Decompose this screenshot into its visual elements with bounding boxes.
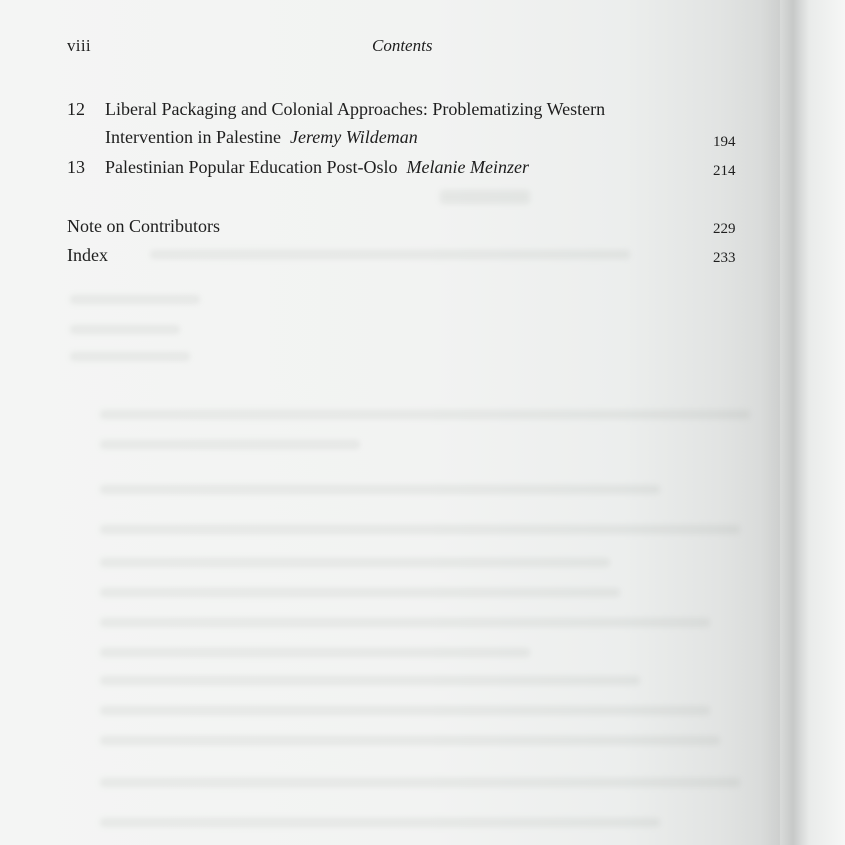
chapter-page-number: 194 [713,134,736,150]
chapter-number: 12 [67,99,85,119]
show-through-text [100,558,610,567]
show-through-text [100,648,530,657]
chapter-title-line: Intervention in Palestine [105,127,281,147]
show-through-text [100,485,660,494]
show-through-text [70,325,180,334]
background-surface [780,0,845,845]
back-matter-page-number: 229 [713,221,736,237]
chapter-title-line: Palestinian Popular Education Post-Oslo [105,157,398,177]
show-through-text [100,778,740,787]
back-matter-title: Note on Contributors [67,216,220,236]
chapter-author: Jeremy Wildeman [289,127,418,147]
show-through-text [100,440,360,449]
running-head: Contents [372,36,433,55]
back-matter-title: Index [67,245,108,265]
chapter-title [105,157,529,178]
show-through-text [70,352,190,361]
chapter-title-continued [105,127,418,148]
show-through-text [100,736,720,745]
chapter-page-number: 214 [713,163,736,179]
chapter-author: Melanie Meinzer [406,157,529,177]
chapter-number: 13 [67,157,85,177]
show-through-text [100,618,710,627]
chapter-title: Liberal Packaging and Colonial Approaches: Problematizing Western [105,99,606,119]
show-through-text [100,706,710,715]
show-through-text [100,525,740,534]
show-through-text [70,295,200,304]
back-matter-page-number: 233 [713,250,736,266]
show-through-text [100,588,620,597]
show-through-text [100,410,750,419]
show-through-text [150,250,630,259]
page-folio: viii [67,36,91,55]
show-through-text [100,676,640,685]
show-through-text [440,190,530,204]
show-through-text [100,818,660,827]
